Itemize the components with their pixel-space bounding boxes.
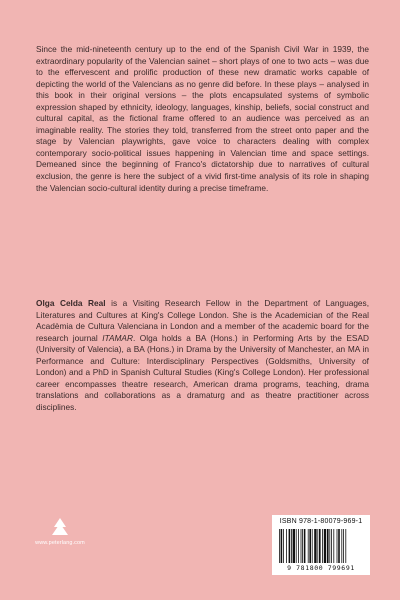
barcode-icon [278,529,364,563]
peter-lang-logo-icon [49,517,71,537]
barcode-digits: 9 781800 799691 [287,564,355,572]
author-bio-text-2: . Olga holds a BA (Hons.) in Performing Arts by the ESAD (University of Valencia), a BA (Hons.) in Drama by the University of Manchester, an MA in Performance and Culture: Interdisciplinary Perspectives (Goldsmiths, University of London) and a PhD in Spanish Cultural Studies (King's College London). Her professional career encompasses theatre research, American drama programs, teaching, drama translations and collaborations as a dramaturg and as theatre practitioner across disciplines. [36,332,369,412]
publisher-url: www.peterlang.com [35,540,85,546]
back-cover-blurb: Since the mid-nineteenth century up to the end of the Spanish Civil War in 1939, the extraordinary popularity of the Valencian sainet – short plays of one to two acts – was due to the effervescent and prolific production of these new dramatic works capable of depicting the world of the Valencians as no genre did before. In these plays – analysed in this book in their original versions – the plots encapsulated systems of symbolic expression shaped by ethnicity, ideology, languages, kinship, beliefs, social construct and cultural capital, as the fictional frame offered to an audience was perceived as an imaginable reality. The stories they told, transferred from the street onto paper and the stage by Valencian playwrights, gave voice to characters dealing with complex contemporary socio-political issues happening in Valencian time and space settings. Demeaned since the beginning of Franco's dictatorship due to narratives of cultural exclusion, the genre is here the subject of a vivid first-time analysis of its role in shaping the Valencian socio-cultural identity during a precise timeframe. [36,44,369,193]
publisher-logo [30,517,90,546]
author-name: Olga Celda Real [36,298,106,308]
author-bio-text-1: is a Visiting Research Fellow in the Department of Languages, Literatures and Cultures at King's College London. She is the Academician of the Real Acadèmia de Cultura Valenciana in London and a member of the academic board for the research journal [36,298,370,343]
author-bio [36,298,369,413]
journal-title: ITAMAR [102,332,133,343]
isbn-label: ISBN 978-1-80079-969-1 [279,518,363,525]
isbn-barcode-box [272,515,370,575]
